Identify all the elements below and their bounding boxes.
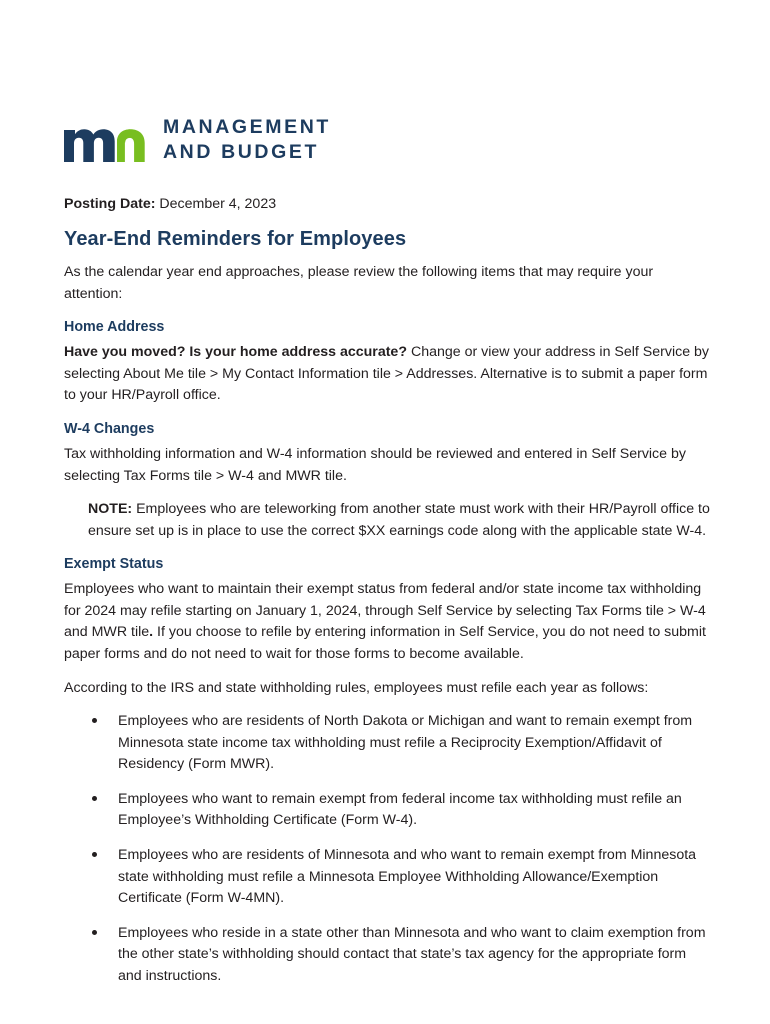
section-heading-home-address: Home Address bbox=[64, 319, 165, 336]
bullet-icon bbox=[92, 718, 97, 723]
exempt-status-body-part1: Employees who want to maintain their exempt status from federal and/or state income tax withholding for 2024 may refile starting on January 1, 2024, through Self Service by selecting Tax Forms tile > W-4 and MWR tile bbox=[64, 581, 706, 641]
bullet-icon bbox=[92, 796, 97, 801]
exempt-status-body-bold: . bbox=[149, 624, 154, 641]
list-item bbox=[64, 845, 712, 910]
logo-wordmark-line-2: AND BUDGET bbox=[163, 140, 319, 163]
note-body: Employees who are teleworking from another state must work with their HR/Payroll office to ensure set up is in place to use the correct $XX earnings code along with the applicable state W-4. bbox=[88, 501, 710, 539]
posting-date-label: Posting Date: bbox=[64, 196, 156, 212]
list-item bbox=[64, 789, 712, 832]
home-address-paragraph bbox=[64, 342, 712, 407]
w4-note-block bbox=[64, 499, 712, 542]
exempt-status-paragraph bbox=[64, 579, 712, 665]
bullet-icon bbox=[92, 852, 97, 857]
refile-rules-list bbox=[64, 711, 712, 987]
posting-date-line bbox=[64, 194, 712, 215]
list-item bbox=[64, 711, 712, 776]
note-label: NOTE: bbox=[88, 501, 133, 518]
list-item-text: Employees who are residents of Minnesota and who want to remain exempt from Minnesota state withholding must refile a Minnesota Employee Withholding Allowance/Exemption Certificate (Form W-4MN). bbox=[118, 847, 697, 907]
exempt-status-body-part2: If you choose to refile by entering information in Self Service, you do not need to submit paper forms and do not need to wait for those forms to become available. bbox=[64, 624, 706, 662]
home-address-body: Change or view your address in Self Service by selecting About Me tile > My Contact Information tile > Addresses. Alternative is to submit a paper form to your HR/Payroll office. bbox=[64, 344, 710, 404]
intro-paragraph: As the calendar year end approaches, please review the following items that may require your attention: bbox=[64, 264, 654, 302]
w4-changes-paragraph: Tax withholding information and W-4 information should be reviewed and entered in Self Service by selecting Tax Forms tile > W-4 and MWR tile. bbox=[64, 445, 686, 484]
logo-wordmark-line-1: MANAGEMENT bbox=[163, 116, 331, 138]
logo-wordmark bbox=[163, 118, 331, 162]
refile-rules-intro: According to the IRS and state withholding rules, employees must refile each year as follows: bbox=[64, 679, 649, 696]
mn-logo-icon bbox=[64, 118, 148, 162]
list-item-text: Employees who are residents of North Dakota or Michigan and want to remain exempt from Minnesota state income tax withholding must refile a Reciprocity Exemption/Affidavit of Residency (Form MWR). bbox=[118, 713, 693, 773]
document-body bbox=[64, 262, 712, 1001]
mmb-logo bbox=[64, 112, 331, 168]
section-heading-exempt-status: Exempt Status bbox=[64, 556, 164, 573]
list-item bbox=[64, 923, 712, 988]
list-item-text: Employees who want to remain exempt from federal income tax withholding must refile an Employee’s Withholding Certificate (Form W-4). bbox=[118, 790, 682, 829]
posting-date-value: December 4, 2023 bbox=[155, 196, 277, 212]
page-title: Year-End Reminders for Employees bbox=[64, 228, 407, 250]
home-address-lead-bold: Have you moved? Is your home address accurate? bbox=[64, 344, 407, 361]
list-item-text: Employees who reside in a state other than Minnesota and who want to claim exemption from the other state’s withholding should contact that state’s tax agency for the appropriate form and instructions. bbox=[118, 924, 706, 984]
section-heading-w4-changes: W-4 Changes bbox=[64, 420, 155, 437]
bullet-icon bbox=[92, 930, 97, 935]
